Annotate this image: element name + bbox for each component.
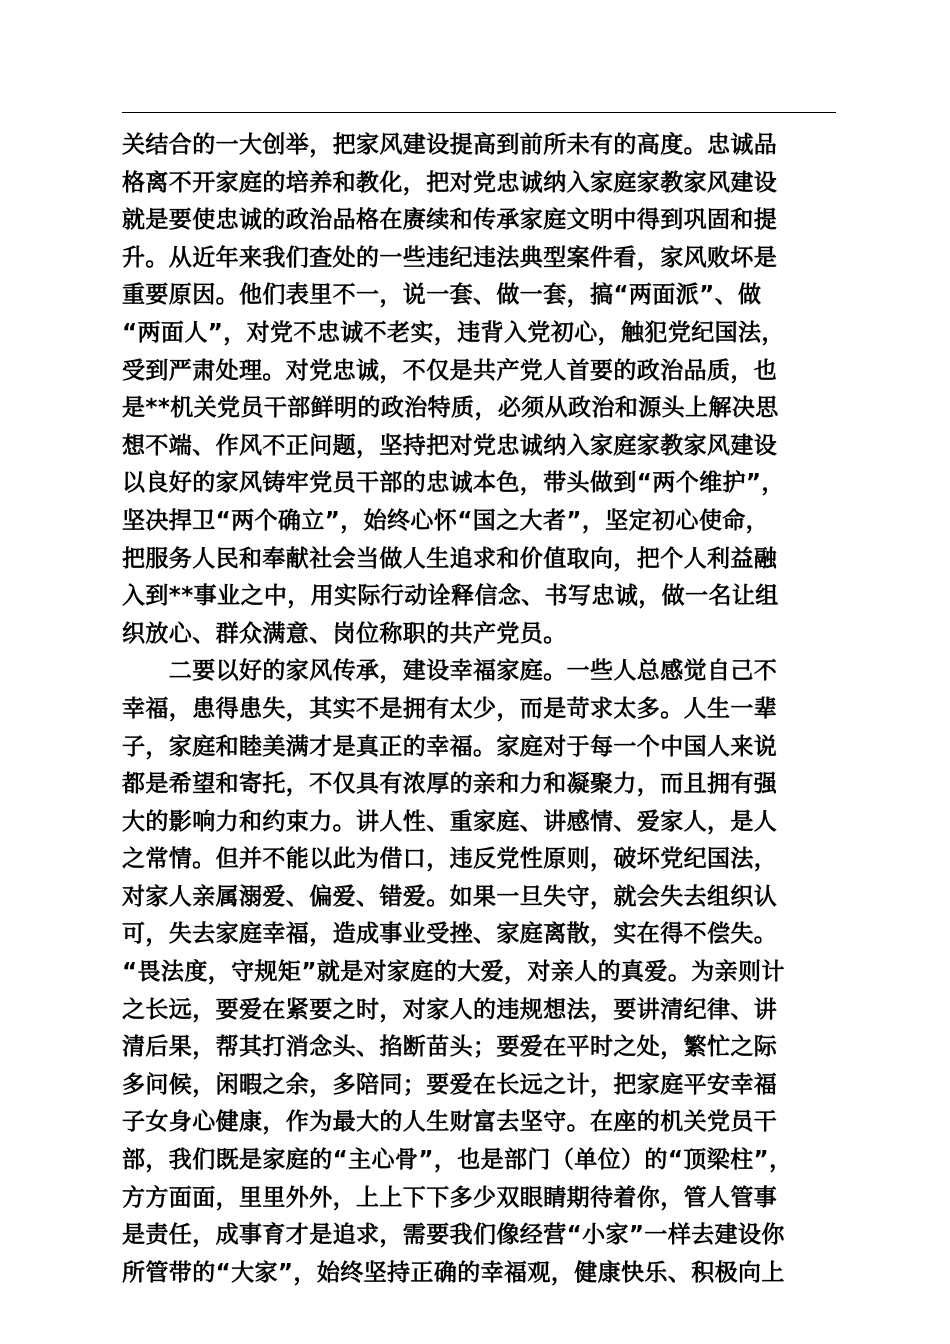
text-line: 把服务人民和奉献社会当做人生追求和价值取向，把个人利益融 [122,545,778,572]
text-line: 所管带的“大家”，始终坚持正确的幸福观，健康快乐、积极向上 [122,1259,785,1286]
text-line: 重要原因。他们表里不一，说一套、做一套，搞“两面派”、做 [122,282,762,309]
text-line: 多问候，闲暇之余，多陪同；要爱在长远之计，把家庭平安幸福 [122,1071,778,1098]
text-line: 坚决捍卫“两个确立”，始终心怀“国之大者”，坚定初心使命， [122,507,770,534]
text-line: 是**机关党员干部鲜明的政治特质，必须从政治和源头上解决思 [122,395,779,422]
text-line: 是责任，成事育才是追求，需要我们像经营“小家”一样去建设你 [122,1222,785,1249]
text-line: 织放心、群众满意、岗位称职的共产党员。 [122,620,567,647]
text-line: 子，家庭和睦美满才是真正的幸福。家庭对于每一个中国人来说 [122,733,778,760]
text-line: 都是希望和寄托，不仅具有浓厚的亲和力和凝聚力，而且拥有强 [122,771,778,798]
text-line: 格离不开家庭的培养和教化，把对党忠诚纳入家庭家教家风建设 [122,169,778,196]
paragraph-start-line: 二要以好的家风传承，建设幸福家庭。一些人总感觉自己不 [122,658,778,685]
text-line: 对家人亲属溺爱、偏爱、错爱。如果一旦失守，就会失去组织认 [122,883,778,910]
text-line: “两面人”，对党不忠诚不老实，违背入党初心，触犯党纪国法， [122,319,785,346]
text-line: 以良好的家风铸牢党员干部的忠诚本色，带头做到“两个维护”， [122,470,785,497]
text-line: 想不端、作风不正问题，坚持把对党忠诚纳入家庭家教家风建设 [122,432,778,459]
text-line: 方方面面，里里外外，上上下下多少双眼睛期待着你，管人管事 [122,1184,778,1211]
text-line: 就是要使忠诚的政治品格在赓续和传承家庭文明中得到巩固和提 [122,207,778,234]
text-line: 关结合的一大创举，把家风建设提高到前所未有的高度。忠诚品 [122,132,778,158]
text-line: 部，我们既是家庭的“主心骨”，也是部门（单位）的“顶梁柱”， [122,1147,793,1174]
text-line: 幸福，患得患失，其实不是拥有太少，而是苛求太多。人生一辈 [122,695,778,722]
text-line: 清后果，帮其打消念头、掐断苗头；要爱在平时之处，繁忙之际 [122,1034,778,1061]
text-line: 大的影响力和约束力。讲人性、重家庭、讲感情、爱家人，是人 [122,808,778,835]
text-line: 升。从近年来我们查处的一些违纪违法典型案件看，家风败坏是 [122,244,778,271]
text-line: 可，失去家庭幸福，造成事业受挫、家庭离散，实在得不偿失。 [122,921,778,948]
header-rule [122,112,836,113]
body-text [122,127,842,1292]
text-line: 之长远，要爱在紧要之时，对家人的违规想法，要讲清纪律、讲 [122,996,778,1023]
text-line: “畏法度，守规矩”就是对家庭的大爱，对亲人的真爱。为亲则计 [122,959,785,986]
text-line: 受到严肃处理。对党忠诚，不仅是共产党人首要的政治品质，也 [122,357,778,384]
text-line: 入到**事业之中，用实际行动诠释信念、书写忠诚，做一名让组 [122,583,779,610]
text-line: 子女身心健康，作为最大的人生财富去坚守。在座的机关党员干 [122,1109,778,1136]
text-line: 之常情。但并不能以此为借口，违反党性原则，破坏党纪国法， [122,846,778,873]
